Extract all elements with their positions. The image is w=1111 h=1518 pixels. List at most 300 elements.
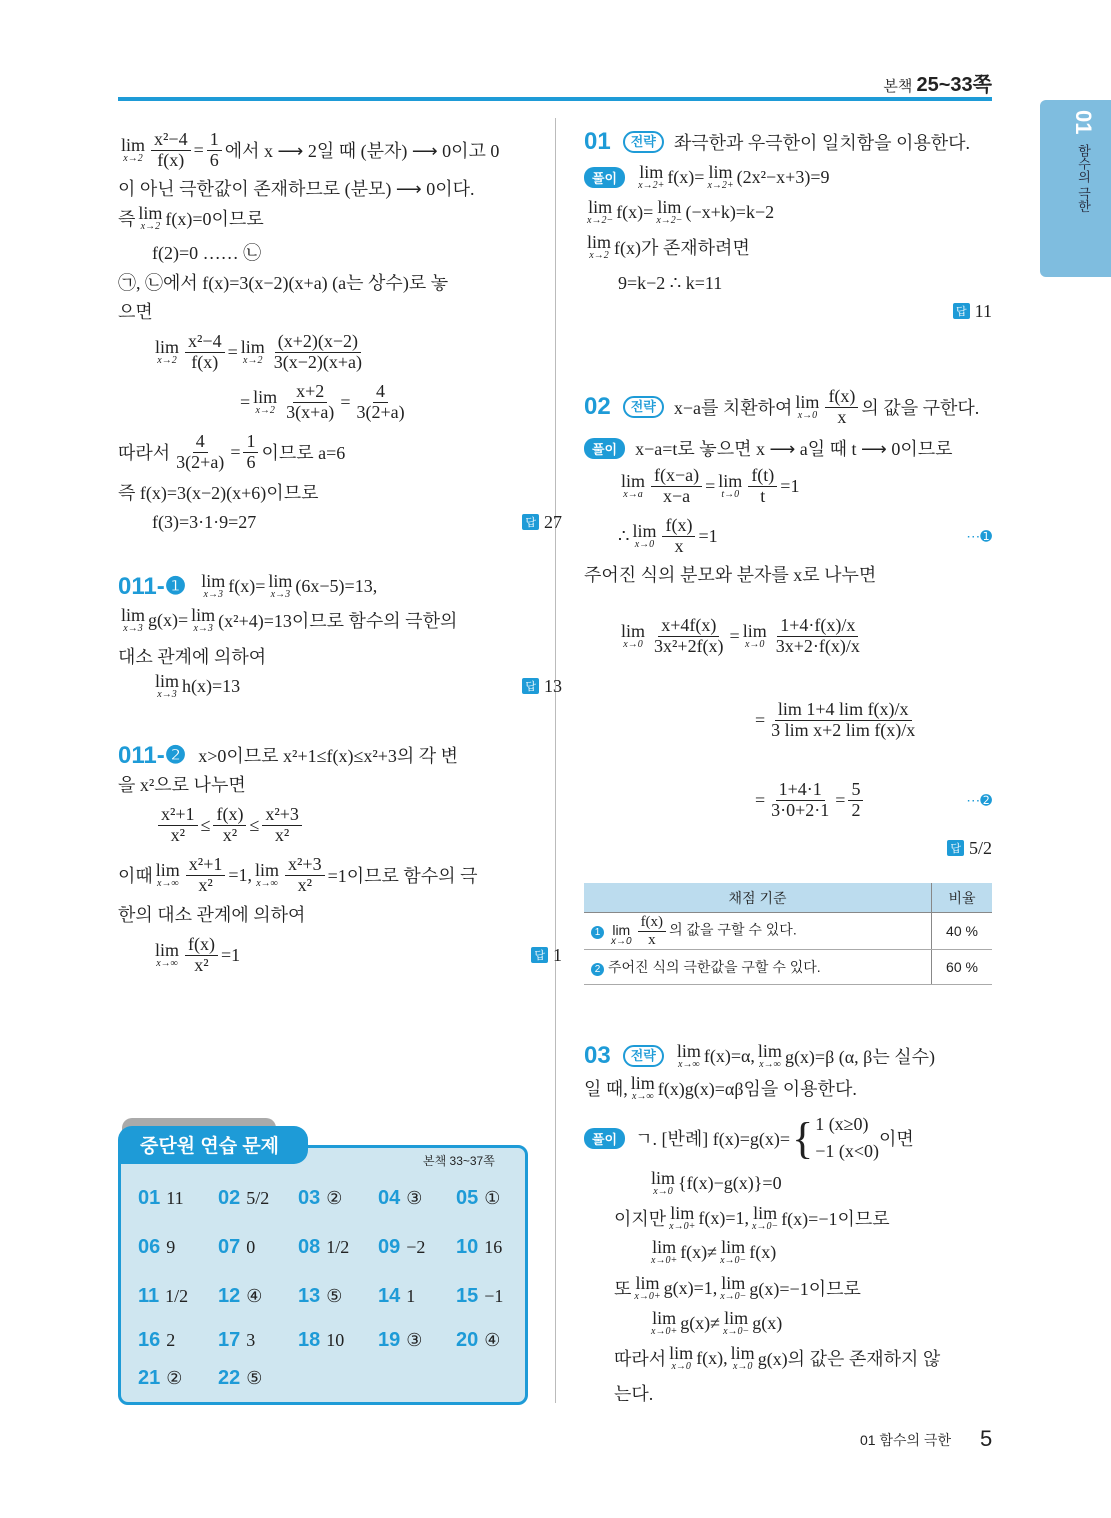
lim-text: lim — [742, 621, 767, 641]
lim-sub: x→3 — [270, 589, 291, 600]
problem-number: 011-❶ — [118, 572, 187, 600]
fraction — [662, 516, 695, 557]
lim-text: lim — [635, 1273, 660, 1293]
text: f(x)=1, — [698, 1207, 749, 1228]
lim-sub: x→2− — [656, 215, 683, 226]
denominator: x — [674, 535, 684, 556]
lim-sub: x→2+ — [707, 180, 734, 191]
piecewise — [790, 1111, 879, 1165]
fraction — [262, 805, 302, 846]
lim — [255, 861, 279, 889]
lim-text: lim — [657, 197, 682, 217]
table-row — [584, 913, 992, 950]
question-number: 21 — [138, 1366, 161, 1389]
criteria-text: 의 값을 구할 수 있다. — [669, 921, 797, 938]
problem-number: 03 — [584, 1042, 611, 1069]
practice-answer-box — [118, 1145, 528, 1405]
text: g(x)= — [148, 609, 189, 630]
text: f(x) — [749, 1241, 777, 1262]
question-number: 04 — [378, 1186, 401, 1209]
lim-text: lim — [155, 337, 180, 357]
solution-badge: 풀이 — [584, 1128, 625, 1149]
lim-text: lim — [721, 1273, 746, 1293]
step-marker-2: 2 — [591, 963, 604, 976]
text: f(x), — [696, 1347, 728, 1368]
fraction — [213, 805, 246, 846]
denominator: x — [648, 931, 656, 948]
question-number: 08 — [298, 1235, 321, 1258]
scoring-header-ratio: 비율 — [932, 883, 993, 913]
fraction — [173, 432, 227, 473]
numerator: f(t) — [748, 466, 777, 487]
denominator: x² — [222, 824, 238, 845]
answer-badge: 답 — [531, 947, 548, 963]
answer — [522, 676, 562, 697]
numerator: 5 — [848, 780, 863, 801]
answer-badge: 답 — [953, 303, 970, 319]
lim-sub: x→∞ — [256, 878, 278, 889]
numerator: x²+1 — [186, 855, 226, 876]
lim-sub: x→∞ — [759, 1059, 781, 1070]
fraction — [748, 466, 777, 507]
lim — [191, 606, 215, 634]
numerator: lim 1+4 lim f(x)/x — [775, 700, 912, 721]
text: x>0이므로 x²+1≤f(x)≤x²+3의 각 변 — [198, 746, 459, 766]
lim-sub: x→2 — [123, 153, 143, 164]
text: 을 x²으로 나누면 — [118, 775, 246, 795]
text: 으면 — [118, 302, 153, 322]
lim — [651, 1169, 675, 1197]
lim — [121, 606, 145, 634]
lim-sub: x→0+ — [651, 1326, 678, 1337]
lim — [201, 572, 225, 600]
text: =1이므로 함수의 극 — [327, 866, 478, 886]
lim — [621, 622, 645, 650]
denominator: 3·0+2·1 — [771, 799, 830, 820]
text: 따라서 — [118, 443, 171, 463]
text: =1 — [221, 944, 241, 965]
question-number: 17 — [218, 1328, 241, 1351]
ratio-value: 40 % — [932, 913, 993, 950]
question-number: 20 — [456, 1328, 479, 1351]
lim — [720, 1274, 746, 1302]
lim — [632, 522, 656, 550]
denominator: x — [837, 406, 847, 427]
strategy-badge: 전략 — [623, 396, 664, 418]
lim-text: lim — [669, 1343, 694, 1363]
numerator: x²+3 — [285, 855, 325, 876]
lim-sub: x→∞ — [157, 878, 179, 889]
numerator: f(x) — [213, 805, 246, 826]
text: f(3)=3·1·9=27 — [152, 511, 257, 532]
denominator: 6 — [209, 149, 219, 170]
fraction — [773, 616, 863, 657]
lim — [731, 1344, 755, 1372]
chapter-side-tab[interactable] — [1040, 100, 1111, 277]
fraction — [353, 382, 407, 423]
fraction — [651, 616, 727, 657]
lim-sub: x→∞ — [632, 1091, 654, 1102]
lim-text: lim — [670, 1203, 695, 1223]
text: 한의 대소 관계에 의하여 — [118, 905, 306, 925]
lim-text: lim — [795, 392, 820, 412]
numerator: x²+3 — [262, 805, 302, 826]
lim — [795, 393, 819, 421]
lim-sub: x→0+ — [669, 1221, 696, 1232]
text: x−a를 치환하여 — [673, 398, 793, 418]
answer-value: 2 — [166, 1329, 176, 1350]
fraction — [283, 382, 337, 423]
text: = — [230, 441, 241, 462]
criteria-text: 주어진 식의 극한값을 구할 수 있다. — [608, 959, 821, 975]
answer-value: 5/2 — [968, 837, 992, 858]
lim-text: lim — [240, 337, 265, 357]
lim-sub: x→3 — [123, 623, 143, 634]
denominator: 3(x+a) — [286, 401, 335, 422]
lim — [268, 572, 292, 600]
question-number: 06 — [138, 1235, 161, 1258]
question-number: 03 — [298, 1186, 321, 1209]
lim-text: lim — [652, 1308, 677, 1328]
answer-value: ③ — [406, 1329, 423, 1350]
strategy-badge: 전략 — [623, 131, 664, 153]
cases — [815, 1111, 879, 1165]
lim — [743, 622, 767, 650]
answer — [947, 838, 992, 859]
practice-title: 중단원 연습 문제 — [118, 1126, 308, 1164]
fraction — [285, 855, 325, 896]
numerator: 1+4·f(x)/x — [777, 616, 858, 637]
question-number: 14 — [378, 1284, 401, 1307]
question-number: 15 — [456, 1284, 479, 1307]
numerator: x+4f(x) — [658, 616, 719, 637]
lim-sub: x→0 — [797, 410, 818, 421]
lim — [155, 338, 179, 366]
text: 대소 관계에 의하여 — [118, 647, 267, 667]
lim — [631, 1074, 655, 1102]
lim-text: lim — [652, 1237, 677, 1257]
text: = — [729, 625, 740, 646]
fraction — [243, 432, 258, 473]
text: ≤ — [200, 814, 211, 835]
chapter-label: 함수의 극한 — [1076, 144, 1091, 213]
lim — [707, 163, 733, 191]
text: 또 — [614, 1279, 632, 1299]
lim — [651, 1309, 677, 1337]
answer-value: 0 — [246, 1236, 256, 1257]
lim-sub: x→2 — [589, 250, 609, 261]
numerator: f(x) — [638, 914, 667, 932]
text: f(x)=−1이므로 — [781, 1209, 890, 1229]
lim-text: lim — [612, 921, 631, 938]
numerator: 4 — [193, 432, 208, 453]
text: 즉 — [118, 209, 136, 229]
text: ≤ — [249, 814, 260, 835]
fraction — [848, 780, 863, 821]
answer-badge: 답 — [947, 840, 964, 856]
text: f(x)가 존재하려면 — [614, 238, 750, 258]
numerator: x²+1 — [158, 805, 198, 826]
lim — [138, 204, 162, 232]
lim-text: lim — [630, 1073, 655, 1093]
answer-value: ① — [484, 1187, 501, 1208]
lim — [651, 1238, 677, 1266]
answer-value: ④ — [246, 1285, 263, 1306]
lim-text: lim — [639, 162, 664, 182]
lim — [155, 672, 179, 700]
problem-number: 01 — [584, 128, 611, 155]
lim-text: lim — [138, 203, 163, 223]
answer-value: 1 — [406, 1285, 416, 1306]
answer-value: 27 — [544, 511, 562, 532]
numerator: 4 — [373, 382, 388, 403]
problem-number: 02 — [584, 393, 611, 420]
header-ref-prefix: 본책 — [883, 78, 913, 95]
lim-text: lim — [253, 387, 278, 407]
answer-value: ② — [326, 1187, 343, 1208]
table-row — [584, 950, 992, 985]
denominator: 3x²+2f(x) — [654, 635, 724, 656]
solution-badge: 풀이 — [584, 167, 625, 188]
answer-value: −1 — [484, 1285, 504, 1306]
lim-text: lim — [268, 571, 293, 591]
denominator: x² — [274, 824, 290, 845]
fraction — [768, 780, 832, 821]
text: 좌극한과 우극한이 일치함을 이용한다. — [673, 133, 971, 153]
step-marker: ⋯➊ — [966, 527, 992, 544]
text: f(x)≠ — [680, 1241, 718, 1262]
lim-text: lim — [588, 197, 613, 217]
question-number: 10 — [456, 1235, 479, 1258]
lim — [155, 941, 179, 969]
strategy-badge: 전략 — [623, 1045, 664, 1067]
text: (2x²−x+3)=9 — [736, 166, 830, 187]
answer — [522, 512, 562, 533]
lim-sub: x→3 — [157, 689, 177, 700]
lim-text: lim — [155, 671, 180, 691]
denominator: x² — [297, 874, 313, 895]
text: f(x)= — [667, 166, 705, 187]
text: {f(x)−g(x)}=0 — [678, 1172, 782, 1193]
text: f(x)=0이므로 — [165, 209, 264, 229]
numerator: 1 — [243, 432, 258, 453]
lim-text: lim — [757, 1041, 782, 1061]
denominator: f(x) — [191, 351, 219, 372]
text: = — [835, 789, 846, 810]
fraction — [151, 130, 191, 171]
lim-sub: x→0+ — [651, 1255, 678, 1266]
lim — [752, 1204, 778, 1232]
answer-badge: 답 — [522, 678, 539, 694]
denominator: x² — [170, 824, 185, 845]
lim-text: lim — [121, 605, 146, 625]
text: g(x)=1, — [663, 1277, 718, 1298]
lim-sub: x→0 — [634, 539, 655, 550]
denominator: x−a — [663, 485, 691, 506]
lim-sub: x→∞ — [156, 958, 178, 969]
answer-value: −2 — [406, 1236, 426, 1257]
text: = — [705, 475, 716, 496]
text: f(x)= — [228, 575, 266, 596]
text: ㉠, ㉡에서 f(x)=3(x−2)(x+a) (a는 상수)로 놓 — [118, 273, 449, 293]
answer-value: ⑤ — [326, 1285, 343, 1306]
fraction — [768, 700, 918, 741]
question-number: 07 — [218, 1235, 241, 1258]
lim-text: lim — [676, 1041, 701, 1061]
text: ∴ — [618, 525, 630, 546]
lim-text: lim — [708, 162, 733, 182]
column-divider — [555, 118, 556, 1403]
answer-value: 16 — [484, 1236, 503, 1257]
text: f(x)=α, — [703, 1045, 755, 1066]
answer-value: 1/2 — [165, 1285, 189, 1306]
lim-sub: t→0 — [721, 489, 740, 500]
fraction — [185, 332, 225, 373]
answer-value: 3 — [246, 1329, 256, 1350]
text: g(x)=β (α, β는 실수) — [784, 1047, 935, 1067]
question-number: 13 — [298, 1284, 321, 1307]
answer-value: 9 — [166, 1236, 176, 1257]
lim — [241, 338, 265, 366]
lim-sub: x→0+ — [634, 1291, 661, 1302]
denominator: 3x+2·f(x)/x — [775, 635, 860, 656]
denominator: 6 — [246, 451, 256, 472]
footer-chapter: 01 함수의 극한 — [860, 1432, 951, 1448]
numerator: x+2 — [293, 382, 327, 403]
step-marker-1: 1 — [591, 926, 604, 939]
fraction — [207, 130, 222, 171]
answer-value: ④ — [484, 1329, 501, 1350]
lim-sub: x→0− — [752, 1221, 779, 1232]
answer-value: ② — [166, 1367, 183, 1388]
lim-text: lim — [155, 940, 180, 960]
question-number: 12 — [218, 1284, 241, 1307]
denominator: x² — [198, 874, 213, 895]
numerator: f(x−a) — [651, 466, 702, 487]
text: 에서 x ⟶ 2일 때 (분자) ⟶ 0이고 0 — [224, 141, 500, 161]
header-ref — [883, 68, 992, 97]
lim-sub: x→∞ — [678, 1059, 700, 1070]
lim-text: lim — [201, 571, 226, 591]
lim-sub: x→0 — [671, 1361, 691, 1372]
text: 이때 — [118, 866, 153, 886]
lim-text: lim — [587, 232, 612, 252]
lim-sub: x→2 — [243, 355, 263, 366]
problem-number: 011-❷ — [118, 741, 187, 769]
question-number: 09 — [378, 1235, 401, 1258]
numerator: x²−4 — [185, 332, 225, 353]
text: f(x)g(x)=αβ임을 이용한다. — [657, 1079, 857, 1099]
numerator: x²−4 — [151, 130, 191, 151]
numerator: 1 — [207, 130, 222, 151]
lim — [638, 163, 664, 191]
denominator: 3 lim x+2 lim f(x)/x — [771, 719, 916, 740]
lim — [156, 861, 180, 889]
text: 9=k−2 ∴ k=11 — [618, 272, 723, 293]
lim-sub: x→0− — [720, 1255, 747, 1266]
lim-sub: x→3 — [203, 589, 223, 600]
text: 의 값을 구한다. — [861, 398, 980, 418]
text: 는다. — [614, 1384, 654, 1404]
text: 이므로 a=6 — [261, 443, 346, 463]
lim — [656, 198, 682, 226]
lim — [723, 1309, 749, 1337]
answer-value: 5/2 — [246, 1187, 270, 1208]
text: f(x)= — [616, 201, 654, 222]
lim-sub: x→0 — [744, 639, 765, 650]
text: = — [193, 139, 204, 160]
text: =1 — [698, 525, 718, 546]
scoring-table — [584, 883, 992, 985]
fraction — [186, 855, 226, 896]
text: 이면 — [878, 1129, 914, 1149]
lim — [587, 198, 613, 226]
text: = — [240, 391, 251, 412]
denominator: t — [760, 485, 766, 506]
lim-text: lim — [191, 605, 216, 625]
lim — [720, 1238, 746, 1266]
lim — [587, 233, 611, 261]
text: (x²+4)=13이므로 함수의 극한의 — [218, 611, 458, 631]
case: 1 (x≥0) — [815, 1114, 869, 1134]
lim-sub: x→2 — [157, 355, 177, 366]
lim-sub: x→a — [623, 489, 643, 500]
lim-sub: x→2 — [255, 405, 275, 416]
lim-sub: x→0 — [611, 935, 632, 947]
answer-value: 10 — [326, 1329, 345, 1350]
fraction — [638, 914, 667, 948]
lim-text: lim — [632, 521, 657, 541]
denominator: 2 — [851, 799, 861, 820]
text: 이지만 — [614, 1209, 667, 1229]
question-number: 01 — [138, 1186, 161, 1209]
denominator: 3(2+a) — [356, 401, 405, 422]
answer-value: ③ — [406, 1187, 423, 1208]
text: x−a=t로 놓으면 x ⟶ a일 때 t ⟶ 0이므로 — [635, 439, 953, 459]
numerator: (x+2)(x−2) — [275, 332, 361, 353]
question-number: 18 — [298, 1328, 321, 1351]
fraction — [825, 387, 858, 428]
chapter-number: 01 — [1071, 110, 1096, 135]
denominator: x² — [194, 954, 209, 975]
answer-badge: 답 — [522, 514, 539, 530]
lim-text: lim — [621, 621, 646, 641]
case: −1 (x<0) — [815, 1141, 879, 1161]
lim — [669, 1344, 693, 1372]
question-number: 16 — [138, 1328, 161, 1351]
text: =1 — [780, 475, 800, 496]
lim-sub: x→0 — [732, 1361, 753, 1372]
answer-value: 1 — [553, 944, 562, 965]
denominator: 3(2+a) — [176, 451, 225, 472]
lim-text: lim — [718, 471, 743, 491]
lim-text: lim — [651, 1168, 676, 1188]
text: g(x)≠ — [680, 1312, 721, 1333]
numerator: f(x) — [825, 387, 858, 408]
answer — [953, 301, 992, 322]
answer-value: 13 — [544, 675, 562, 696]
denominator: f(x) — [157, 149, 185, 170]
lim — [121, 136, 145, 164]
text: = — [340, 391, 351, 412]
lim — [677, 1042, 701, 1070]
text: 일 때, — [584, 1079, 628, 1099]
numerator: f(x) — [185, 935, 218, 956]
lim — [718, 472, 742, 500]
denominator: 3(x−2)(x+a) — [273, 351, 363, 372]
practice-ref: 본책 33~37쪽 — [423, 1154, 495, 1168]
question-number: 02 — [218, 1186, 241, 1209]
